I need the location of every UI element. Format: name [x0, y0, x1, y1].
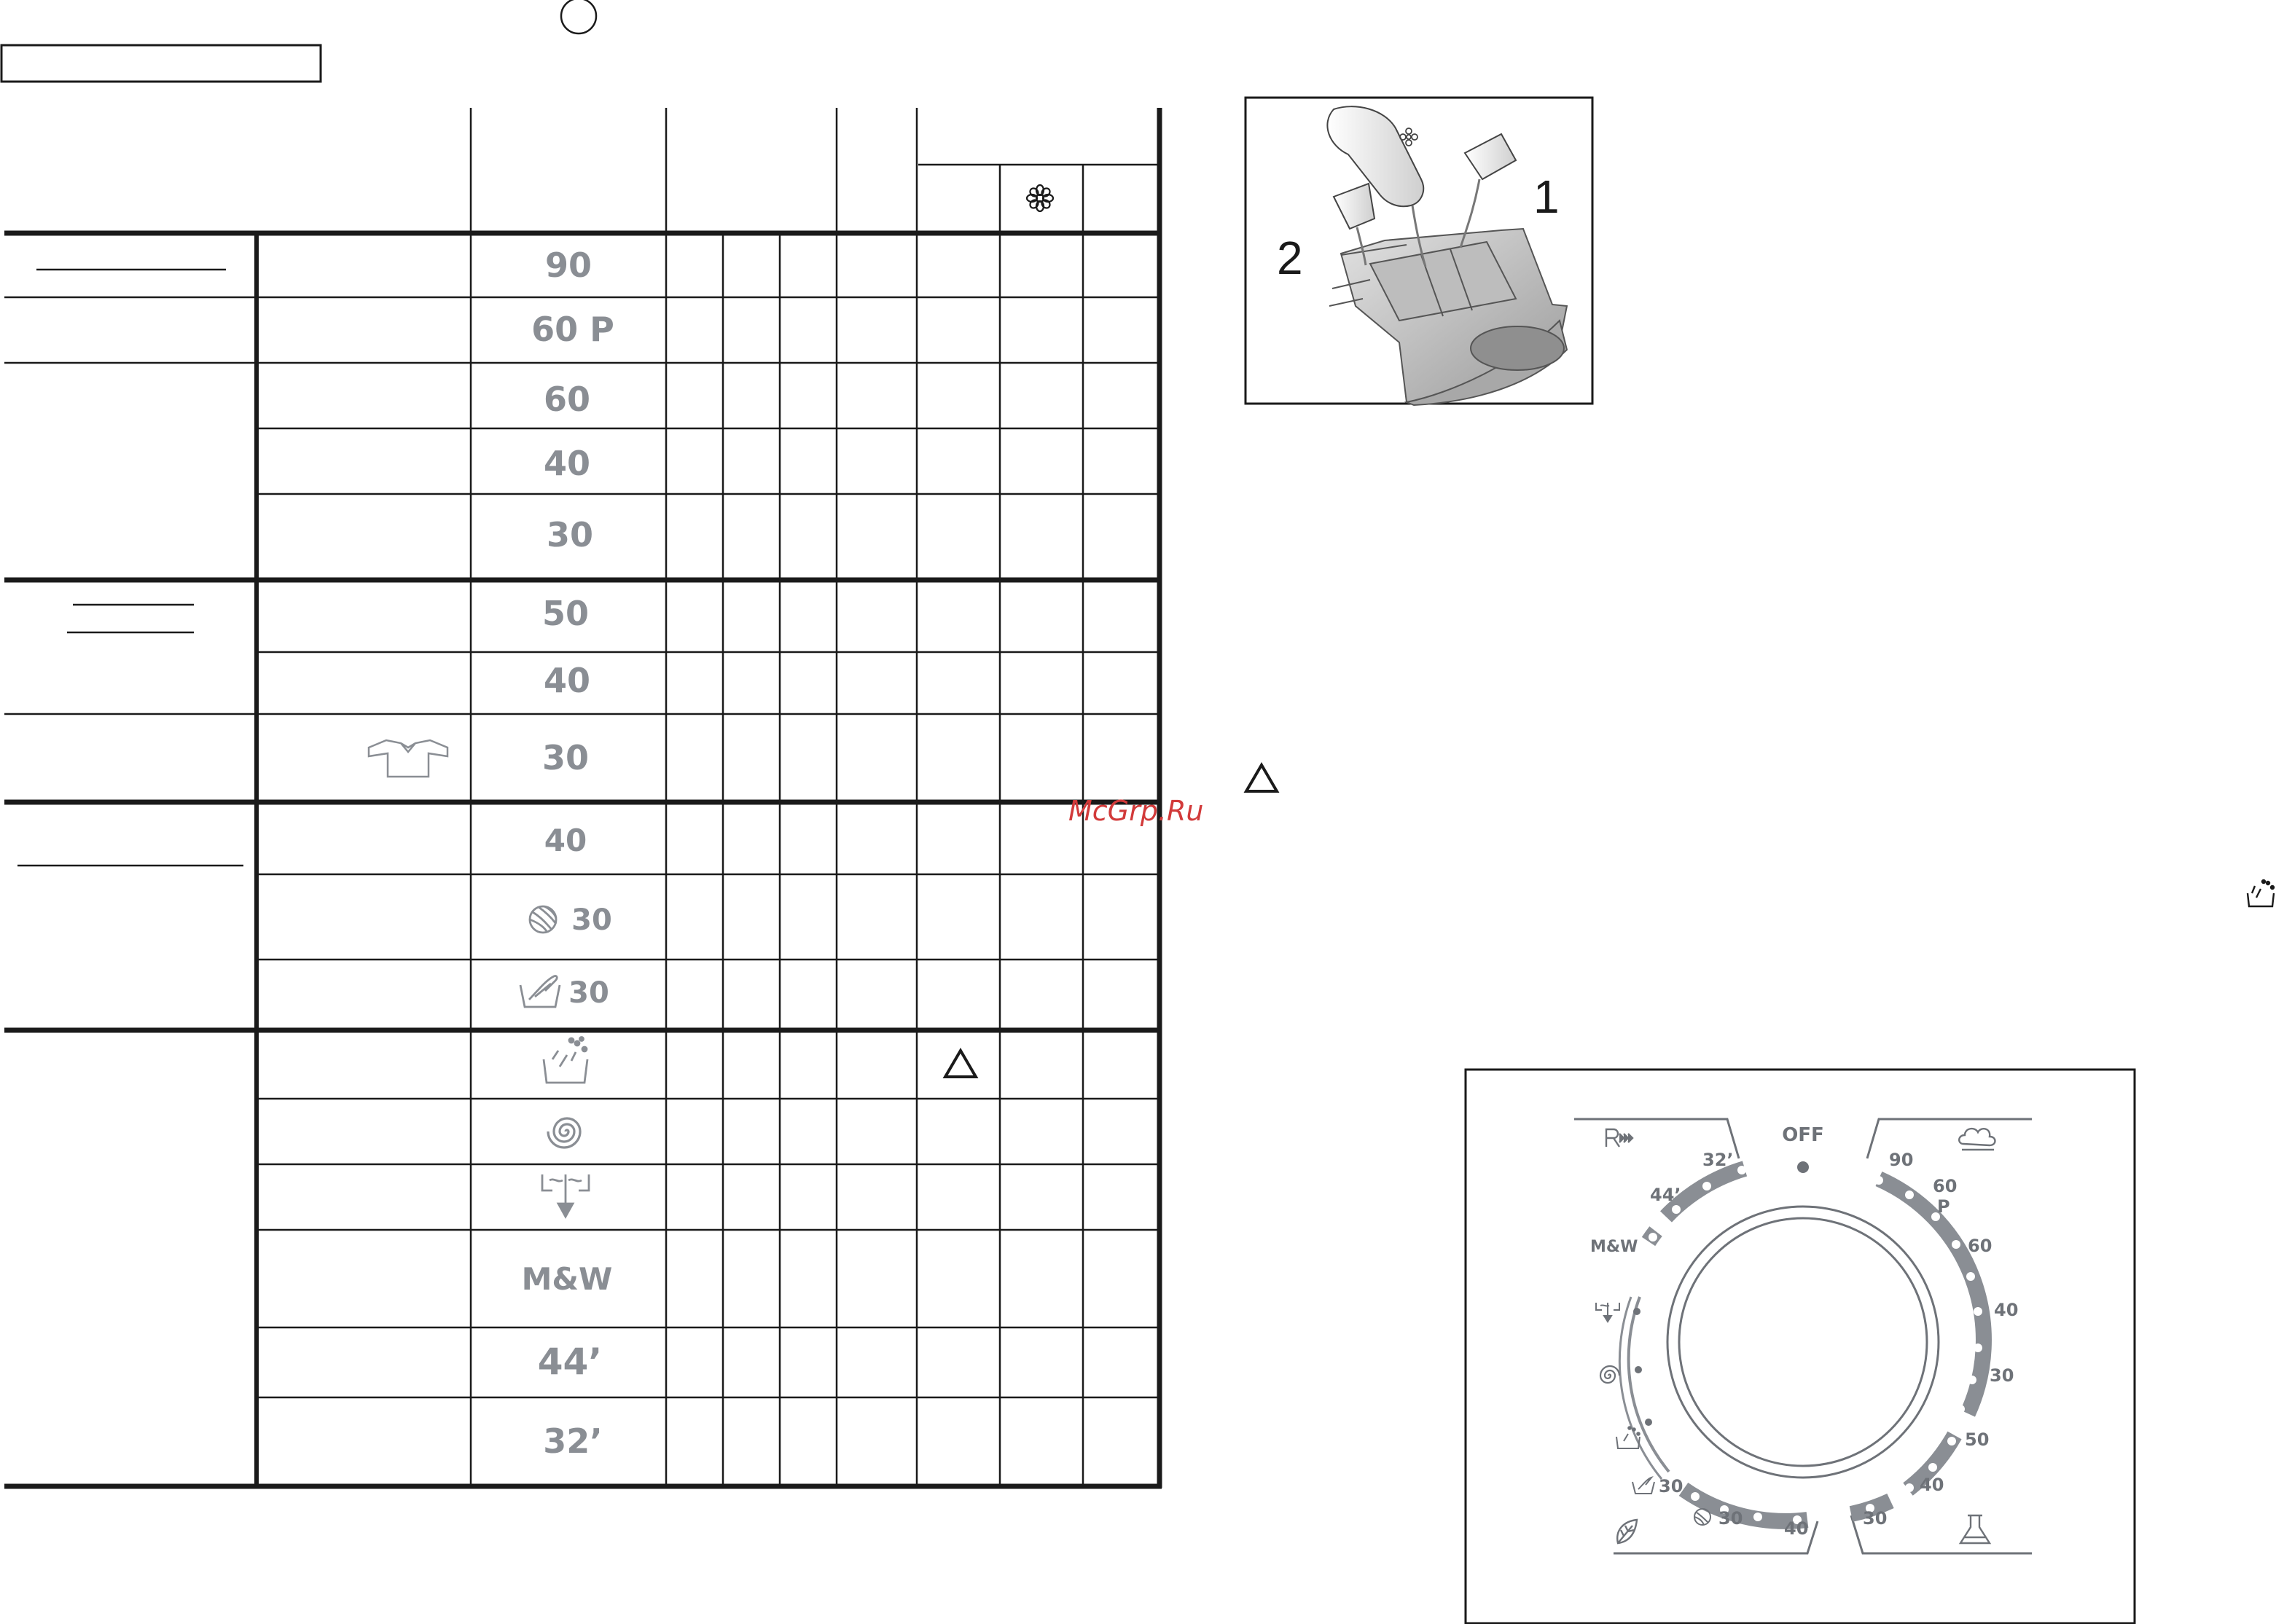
program-label: 30	[571, 903, 612, 937]
program-label: 30	[546, 515, 594, 554]
program-label: 30	[541, 738, 590, 777]
dial-label: 50	[1965, 1429, 1990, 1450]
dial-label: 30	[1718, 1508, 1743, 1529]
dial-label: 30	[1659, 1476, 1683, 1496]
program-label: 40	[544, 823, 587, 858]
dial-label: 32’	[1702, 1150, 1734, 1170]
program-label: 50	[541, 594, 590, 633]
dial-label: 90	[1889, 1150, 1914, 1170]
callout-1: 1	[1533, 170, 1560, 223]
dial-label: 44’	[1650, 1185, 1681, 1205]
program-label: 60	[543, 380, 591, 419]
flower-softener-icon	[1027, 185, 1053, 211]
program-label: 40	[543, 661, 591, 700]
rinse-icon	[2248, 880, 2274, 906]
rinse-icon	[544, 1037, 587, 1083]
drain-icon	[542, 1174, 589, 1217]
title-box	[1, 45, 321, 82]
program-label: 30	[568, 976, 609, 1010]
program-label: 90	[544, 246, 593, 285]
detergent-drawer-illustration	[1245, 98, 1592, 405]
language-badge	[561, 0, 596, 34]
program-label: 44’	[537, 1341, 603, 1383]
dial-label: P	[1937, 1196, 1950, 1217]
dial-off-label: OFF	[1782, 1124, 1824, 1146]
dial-off-dot	[1797, 1161, 1809, 1173]
warning-triangle-icon	[1246, 765, 1277, 791]
program-label: 32’	[543, 1421, 603, 1461]
warning-triangle-icon	[945, 1051, 976, 1077]
handwash-icon	[520, 976, 560, 1007]
dial-label: M&W	[1590, 1238, 1638, 1256]
program-dial-panel	[1466, 1070, 2135, 1623]
dial-label: 40	[1784, 1518, 1809, 1539]
dial-label: 60	[1933, 1176, 1958, 1196]
program-label: M&W	[521, 1261, 613, 1297]
callout-2: 2	[1277, 232, 1303, 284]
dial-label: 40	[1994, 1300, 2019, 1320]
dial-label: 30	[1863, 1508, 1888, 1529]
program-label: 60 P	[531, 310, 614, 349]
dial-label: 30	[1990, 1365, 2014, 1386]
shirt-icon	[369, 740, 447, 777]
watermark: McGrp.Ru	[1068, 795, 1204, 827]
dial-label: 40	[1920, 1475, 1944, 1495]
wool-icon	[530, 906, 556, 933]
spin-icon	[548, 1118, 580, 1148]
dial-label: 60	[1968, 1236, 1993, 1256]
program-label: 40	[543, 444, 591, 483]
